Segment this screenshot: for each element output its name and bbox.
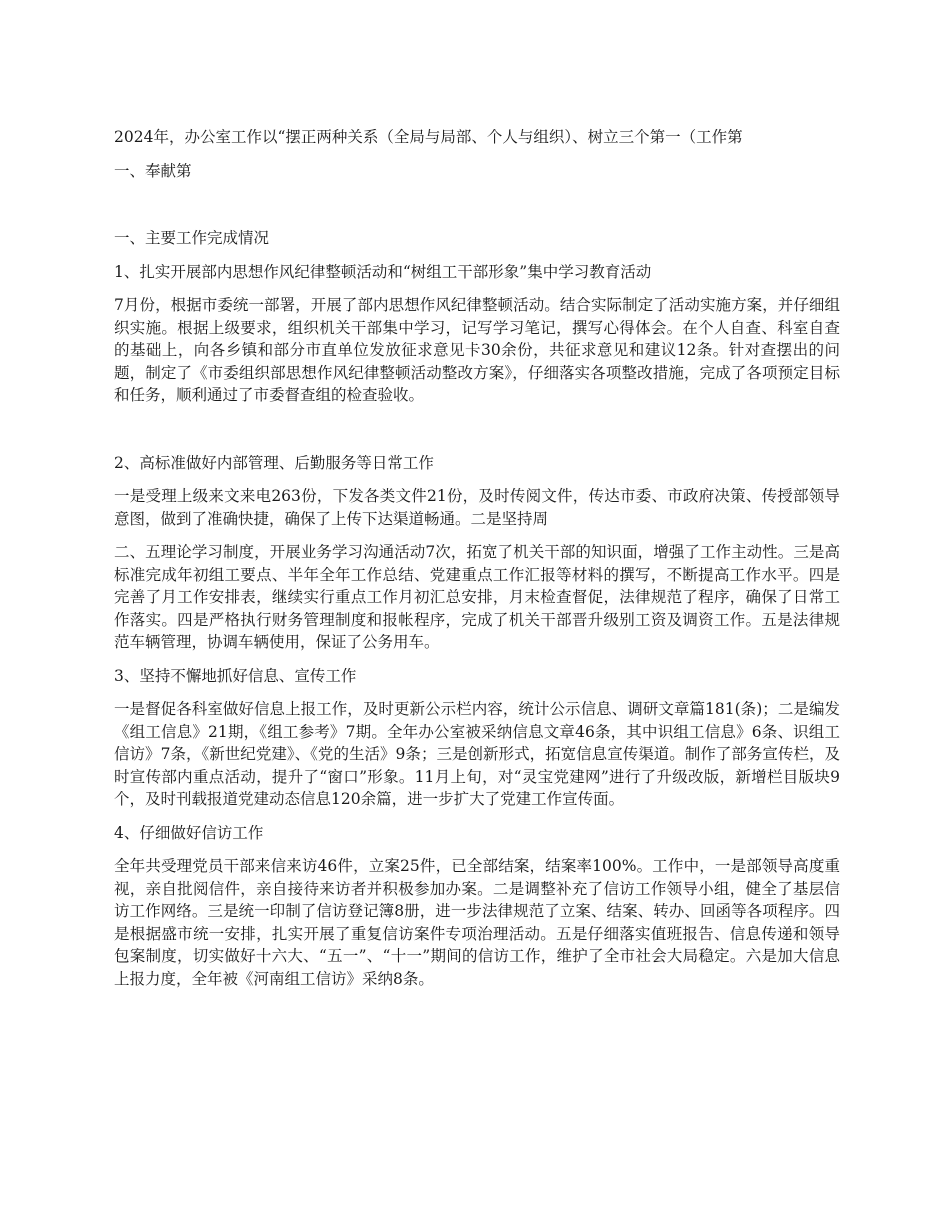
item1-body: 7月份，根据市委统一部署，开展了部内思想作风纪律整顿活动。结合实际制定了活动实施方案，并仔细组织实施。根据上级要求，组织机关干部集中学习，记写学习笔记，撰写心得体会。在个人自查、科室自查的基础上，向各乡镇和部分市直单位发放征求意见卡30余份，共征求意见和建议12条。针对查摆出的问题，制定了《市委组织部思想作风纪律整顿活动整改方案》，仔细落实各项整改措施，完成了各项预定目标和任务，顺利通过了市委督查组的检查验收。 — [114, 296, 840, 404]
item1-heading: 1、扎实开展部内思想作风纪律整顿活动和“树组工干部形象”集中学习教育活动 — [114, 262, 652, 281]
section-title: 一、主要工作完成情况 — [114, 229, 270, 247]
item2-body-1: 一是受理上级来文来电263份，下发各类文件21份，及时传阅文件，传达市委、市政府决策、传授部领导意图，做到了准确快捷，确保了上传下达渠道畅通。二是坚持周 — [114, 487, 840, 528]
document-page — [114, 126, 840, 1001]
item2-heading: 2、高标准做好内部管理、后勤服务等日常工作 — [114, 453, 434, 472]
spacer — [114, 418, 840, 452]
spacer — [114, 193, 840, 227]
item3-body: 一是督促各科室做好信息上报工作，及时更新公示栏内容，统计公示信息、调研文章篇181(条)；二是编发《组工信息》21期，《组工参考》7期。全年办公室被采纳信息文章46条，其中识组工信息》6条、识组工信访》7条，《新世纪党建》、《党的生活》9条；三是创新形式，拓宽信息宣传渠道。制作了部务宣传栏，及时宣传部内重点活动，提升了“窗口”形象。11月上旬，对“灵宝党建网”进行了升级改版，新增栏目版块9个，及时刊载报道党建动态信息120余篇，进一步扩大了党建工作宣传面。 — [114, 700, 840, 808]
item2-body-2: 二、五理论学习制度，开展业务学习沟通活动7次，拓宽了机关干部的知识面，增强了工作主动性。三是高标准完成年初组工要点、半年全年工作总结、党建重点工作汇报等材料的撰写，不断提高工作水平。四是完善了月工作安排表，继续实行重点工作月初汇总安排，月末检查督促，法律规范了程序，确保了日常工作落实。四是严格执行财务管理制度和报帐程序，完成了机关干部晋升级别工资及调资工作。五是法律规范车辆管理，协调车辆使用，保证了公务用车。 — [114, 543, 840, 651]
intro-paragraph: 2024年，办公室工作以“摆正两种关系（全局与局部、个人与组织）、树立三个第一（工作第 — [114, 128, 743, 146]
intro-continuation: 一、奉献第 — [114, 161, 192, 180]
item4-heading: 4、仔细做好信访工作 — [114, 823, 264, 842]
item3-heading: 3、坚持不懈地抓好信息、宣传工作 — [114, 666, 357, 685]
item4-body: 全年共受理党员干部来信来访46件，立案25件，已全部结案，结案率100%。工作中，一是部领导高度重视，亲自批阅信件，亲自接待来访者并积极参加办案。二是调整补充了信访工作领导小组，健全了基层信访工作网络。三是统一印制了信访登记簿8册，进一步法律规范了立案、结案、转办、回函等各项程序。四是根据盛市统一安排，扎实开展了重复信访案件专项治理活动。五是仔细落实值班报告、信息传递和领导包案制度，切实做好十六大、“五一”、“十一”期间的信访工作，维护了全市社会大局稳定。六是加大信息上报力度，全年被《河南组工信访》采纳8条。 — [114, 857, 840, 988]
